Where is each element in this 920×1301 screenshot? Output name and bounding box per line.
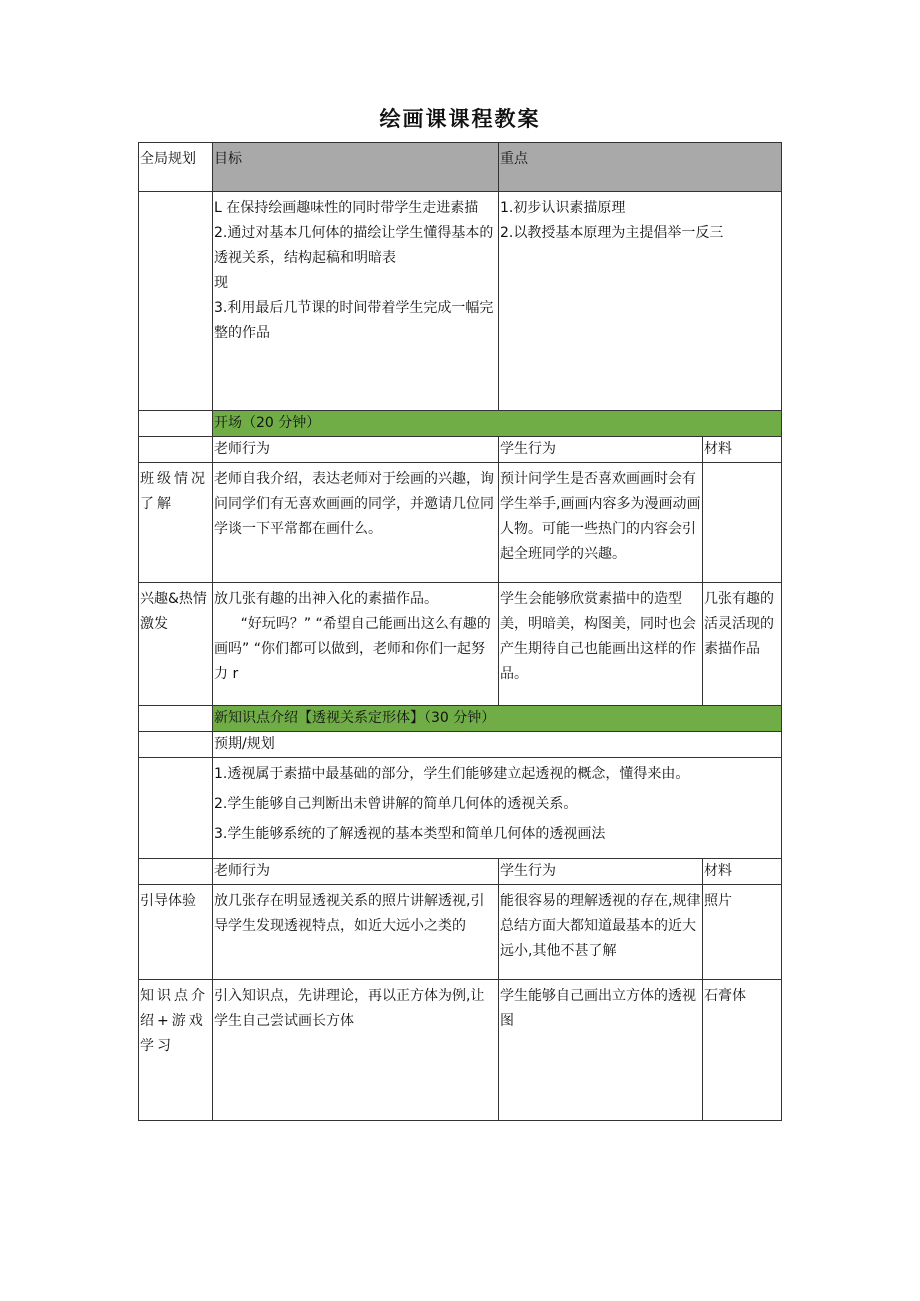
goal-item: L 在保持绘画趣味性的同时带学生走进素描 (214, 200, 479, 216)
table-row (139, 583, 782, 706)
row-label: 知识点介绍+游戏学习 (139, 980, 213, 1121)
expect-label-row (139, 732, 782, 758)
expectation-item: 2.学生能够自己判断出未曾讲解的简单几何体的透视关系。 (214, 796, 578, 812)
focus-cell (499, 192, 782, 411)
knowledge-banner: 新知识点介绍【透视关系定形体】（30 分钟） (213, 706, 782, 732)
teacher-cell: 老师自我介绍，表达老师对于绘画的兴趣，询问同学们有无喜欢画画的同学，并邀请几位同学谈一下平常都在画什么。 (213, 463, 499, 583)
student-header: 学生行为 (499, 437, 703, 463)
focus-item: 1.初步认识素描原理 (500, 200, 626, 216)
table-row (139, 463, 782, 583)
student-cell: 学生会能够欣赏素描中的造型美，明暗美，构图美，同时也会产生期待自己也能画出这样的作品。 (499, 583, 703, 706)
material-header: 材料 (703, 437, 782, 463)
teacher-cell: 放几张存在明显透视关系的照片讲解透视,引导学生发现透视特点，如近大远小之类的 (213, 885, 499, 980)
overall-header-row (139, 143, 782, 192)
knowledge-banner-row (139, 706, 782, 732)
opening-header-row (139, 437, 782, 463)
expectations-cell (213, 758, 782, 859)
goal-item: 2.通过对基本几何体的描绘让学生懂得基本的透视关系，结构起稿和明暗表 (214, 225, 494, 266)
goals-cell (213, 192, 499, 411)
teacher-cell (213, 583, 499, 706)
opening-header-blank (139, 437, 213, 463)
opening-blank (139, 411, 213, 437)
page-title: 绘画课课程教案 (379, 107, 541, 131)
overall-label: 全局规划 (139, 143, 213, 192)
expectations-blank (139, 758, 213, 859)
focus-header: 重点 (499, 143, 782, 192)
teacher-cell: 引入知识点，先讲理论，再以正方体为例,让学生自己尝试画长方体 (213, 980, 499, 1121)
row-label: 兴趣&热情激发 (139, 583, 213, 706)
opening-banner: 开场（20 分钟） (213, 411, 782, 437)
table-row (139, 885, 782, 980)
focus-item: 2.以教授基本原理为主提倡举一反三 (500, 225, 724, 241)
expectation-item: 3.学生能够系统的了解透视的基本类型和简单几何体的透视画法 (214, 826, 606, 842)
overall-blank (139, 192, 213, 411)
material-cell: 照片 (703, 885, 782, 980)
material-cell (703, 463, 782, 583)
student-cell: 学生能够自己画出立方体的透视图 (499, 980, 703, 1121)
expect-blank (139, 732, 213, 758)
knowledge-header-row (139, 859, 782, 885)
knowledge-header-blank (139, 859, 213, 885)
lesson-plan-table (138, 142, 782, 1121)
student-cell: 预计问学生是否喜欢画画时会有学生举手,画画内容多为漫画动画人物。可能一些热门的内容会引起全班同学的兴趣。 (499, 463, 703, 583)
opening-banner-row (139, 411, 782, 437)
goal-header: 目标 (213, 143, 499, 192)
material-cell: 石膏体 (703, 980, 782, 1121)
expectation-item: 1.透视属于素描中最基础的部分，学生们能够建立起透视的概念，懂得来由。 (214, 766, 690, 782)
teacher-header: 老师行为 (213, 437, 499, 463)
overall-content-row (139, 192, 782, 411)
table-row (139, 980, 782, 1121)
row-label: 班级情况了解 (139, 463, 213, 583)
knowledge-blank (139, 706, 213, 732)
teacher-header: 老师行为 (213, 859, 499, 885)
material-header: 材料 (703, 859, 782, 885)
student-cell: 能很容易的理解透视的存在,规律总结方面大都知道最基本的近大远小,其他不甚了解 (499, 885, 703, 980)
goal-item: 现 (214, 275, 228, 291)
expect-label: 预期/规划 (213, 732, 782, 758)
teacher-line: “好玩吗？” “希望自己能画出这么有趣的画吗” “你们都可以做到，老师和你们一起努力 r (214, 616, 491, 682)
expectations-row (139, 758, 782, 859)
teacher-line: 放几张有趣的出神入化的素描作品。 (214, 591, 438, 607)
student-header: 学生行为 (499, 859, 703, 885)
goal-item: 3.利用最后几节课的时间带着学生完成一幅完整的作品 (214, 300, 494, 341)
material-cell: 几张有趣的活灵活现的素描作品 (703, 583, 782, 706)
row-label: 引导体验 (139, 885, 213, 980)
